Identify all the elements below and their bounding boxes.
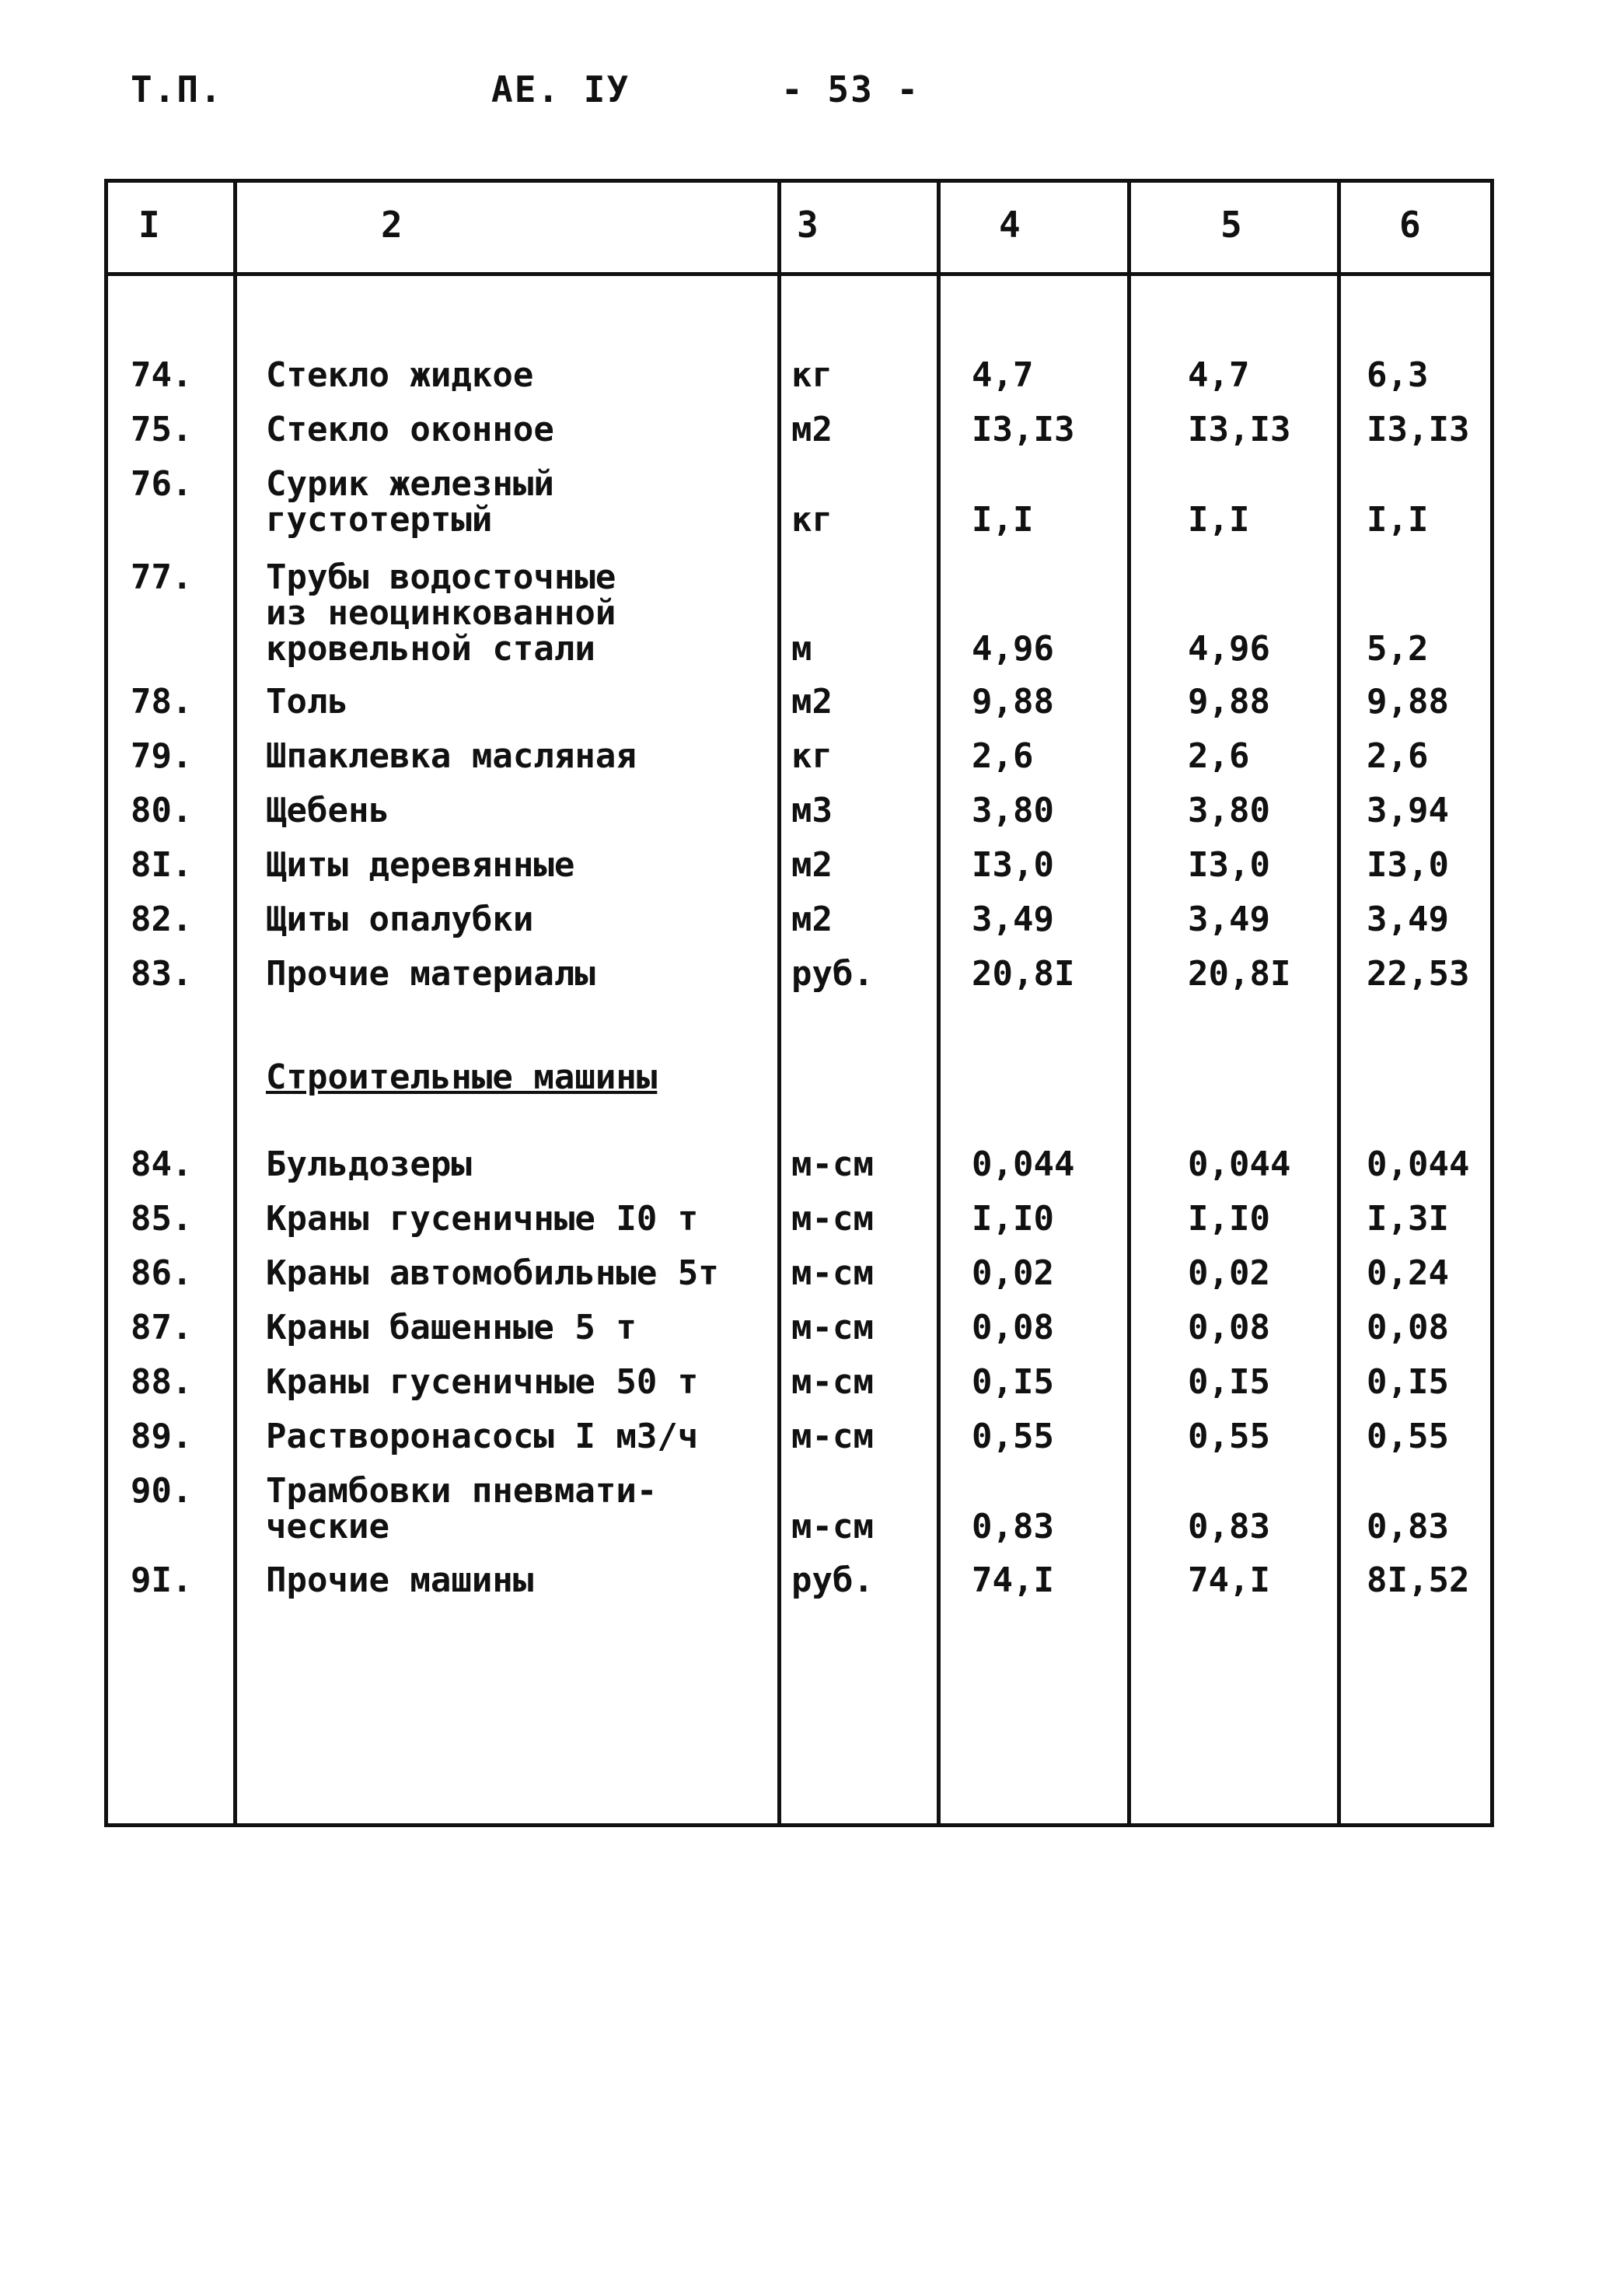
column-divider [1337, 179, 1341, 1827]
row-number: 74. [131, 355, 193, 395]
value-col-5: 3,49 [1188, 900, 1270, 939]
column-header-6: 6 [1399, 204, 1421, 246]
value-col-4: 3,80 [972, 791, 1054, 830]
value-col-6: I,I [1367, 500, 1429, 540]
value-col-5: 74,I [1188, 1560, 1270, 1600]
row-number: 88. [131, 1362, 193, 1402]
column-header-2: 2 [381, 204, 403, 246]
value-col-4: 3,49 [972, 900, 1054, 939]
value-col-4: 20,8I [972, 954, 1075, 994]
item-unit: кг [791, 500, 833, 540]
row-number: 78. [131, 682, 193, 722]
row-number: 80. [131, 791, 193, 830]
value-col-6: 8I,52 [1367, 1560, 1470, 1600]
row-number: 9I. [131, 1560, 193, 1600]
value-col-6: 22,53 [1367, 954, 1470, 994]
item-unit: м-см [791, 1199, 874, 1239]
value-col-6: 3,94 [1367, 791, 1449, 830]
page-number: - 53 - [781, 68, 920, 110]
section-title: Строительные машины [266, 1057, 658, 1097]
row-number: 87. [131, 1308, 193, 1347]
item-unit: кг [791, 736, 833, 776]
value-col-4: I3,0 [972, 845, 1054, 885]
value-col-5: 4,96 [1188, 629, 1270, 669]
row-number: 76. [131, 464, 193, 504]
value-col-5: 4,7 [1188, 355, 1250, 395]
value-col-5: 0,55 [1188, 1417, 1270, 1456]
header-divider [104, 272, 1494, 276]
value-col-4: I3,I3 [972, 410, 1075, 449]
row-number: 90. [131, 1471, 193, 1511]
column-header-4: 4 [999, 204, 1021, 246]
value-col-5: 0,83 [1188, 1507, 1270, 1546]
item-name: Щиты деревянные [266, 845, 575, 885]
value-col-6: 0,55 [1367, 1417, 1449, 1456]
row-number: 83. [131, 954, 193, 994]
column-divider [233, 179, 237, 1827]
value-col-6: I3,I3 [1367, 410, 1470, 449]
item-name: Бульдозеры [266, 1145, 472, 1184]
item-unit: м3 [791, 791, 833, 830]
value-col-5: 0,044 [1188, 1145, 1291, 1184]
item-name: Прочие материалы [266, 954, 595, 994]
album-number: АЕ. IУ [491, 68, 630, 110]
item-name: Шпаклевка масляная [266, 736, 637, 776]
value-col-6: 0,83 [1367, 1507, 1449, 1546]
value-col-6: 5,2 [1367, 629, 1429, 669]
row-number: 75. [131, 410, 193, 449]
item-unit: м-см [791, 1253, 874, 1293]
item-unit: м-см [791, 1362, 874, 1402]
value-col-4: 74,I [972, 1560, 1054, 1600]
item-unit: м [791, 629, 812, 669]
value-col-6: I,3I [1367, 1199, 1449, 1239]
value-col-6: 9,88 [1367, 682, 1449, 722]
value-col-5: 2,6 [1188, 736, 1250, 776]
item-unit: м2 [791, 900, 833, 939]
item-name: Краны гусеничные 50 т [266, 1362, 699, 1402]
row-number: 77. [131, 557, 193, 597]
value-col-4: 0,55 [972, 1417, 1054, 1456]
value-col-5: 0,02 [1188, 1253, 1270, 1293]
item-unit: м-см [791, 1507, 874, 1546]
column-header-1: I [138, 204, 160, 246]
column-header-5: 5 [1220, 204, 1242, 246]
row-number: 8I. [131, 845, 193, 885]
value-col-5: 9,88 [1188, 682, 1270, 722]
value-col-4: 9,88 [972, 682, 1054, 722]
item-name: Краны гусеничные I0 т [266, 1199, 699, 1239]
item-unit: м2 [791, 682, 833, 722]
value-col-6: 0,044 [1367, 1145, 1470, 1184]
value-col-6: 6,3 [1367, 355, 1429, 395]
value-col-4: 2,6 [972, 736, 1034, 776]
item-name: Толь [266, 682, 348, 722]
value-col-4: 4,96 [972, 629, 1054, 669]
column-divider [777, 179, 781, 1827]
value-col-4: 0,044 [972, 1145, 1075, 1184]
row-number: 85. [131, 1199, 193, 1239]
item-unit: кг [791, 355, 833, 395]
item-name: Краны башенные 5 т [266, 1308, 637, 1347]
column-divider [937, 179, 941, 1827]
item-name: Краны автомобильные 5т [266, 1253, 719, 1293]
item-name: Стекло оконное [266, 410, 554, 449]
item-name: Растворонасосы I м3/ч [266, 1417, 699, 1456]
value-col-5: 20,8I [1188, 954, 1291, 994]
item-unit: м2 [791, 410, 833, 449]
value-col-6: 0,24 [1367, 1253, 1449, 1293]
doc-code: Т.П. [131, 68, 223, 110]
value-col-4: 0,08 [972, 1308, 1054, 1347]
item-name: Трамбовки пневмати- ческие [266, 1471, 658, 1546]
row-number: 82. [131, 900, 193, 939]
item-unit: м2 [791, 845, 833, 885]
value-col-5: 0,I5 [1188, 1362, 1270, 1402]
value-col-4: 0,02 [972, 1253, 1054, 1293]
row-number: 84. [131, 1145, 193, 1184]
column-header-3: 3 [797, 204, 819, 246]
value-col-5: I3,0 [1188, 845, 1270, 885]
item-name: Трубы водосточные из неоцинкованной кровельной стали [266, 557, 616, 669]
item-unit: м-см [791, 1308, 874, 1347]
item-name: Щиты опалубки [266, 900, 534, 939]
item-unit: руб. [791, 1560, 874, 1600]
value-col-5: I,I [1188, 500, 1250, 540]
row-number: 89. [131, 1417, 193, 1456]
value-col-5: I3,I3 [1188, 410, 1291, 449]
row-number: 86. [131, 1253, 193, 1293]
value-col-6: 0,08 [1367, 1308, 1449, 1347]
value-col-5: 0,08 [1188, 1308, 1270, 1347]
value-col-6: 2,6 [1367, 736, 1429, 776]
value-col-4: I,I0 [972, 1199, 1054, 1239]
item-unit: м-см [791, 1145, 874, 1184]
value-col-6: I3,0 [1367, 845, 1449, 885]
item-unit: м-см [791, 1417, 874, 1456]
value-col-4: I,I [972, 500, 1034, 540]
value-col-4: 4,7 [972, 355, 1034, 395]
value-col-5: I,I0 [1188, 1199, 1270, 1239]
row-number: 79. [131, 736, 193, 776]
column-divider [1127, 179, 1131, 1827]
value-col-6: 0,I5 [1367, 1362, 1449, 1402]
item-name: Прочие машины [266, 1560, 534, 1600]
item-name: Стекло жидкое [266, 355, 534, 395]
value-col-4: 0,83 [972, 1507, 1054, 1546]
value-col-4: 0,I5 [972, 1362, 1054, 1402]
item-name: Сурик железный густотертый [266, 464, 554, 540]
item-unit: руб. [791, 954, 874, 994]
value-col-5: 3,80 [1188, 791, 1270, 830]
item-name: Щебень [266, 791, 389, 830]
value-col-6: 3,49 [1367, 900, 1449, 939]
